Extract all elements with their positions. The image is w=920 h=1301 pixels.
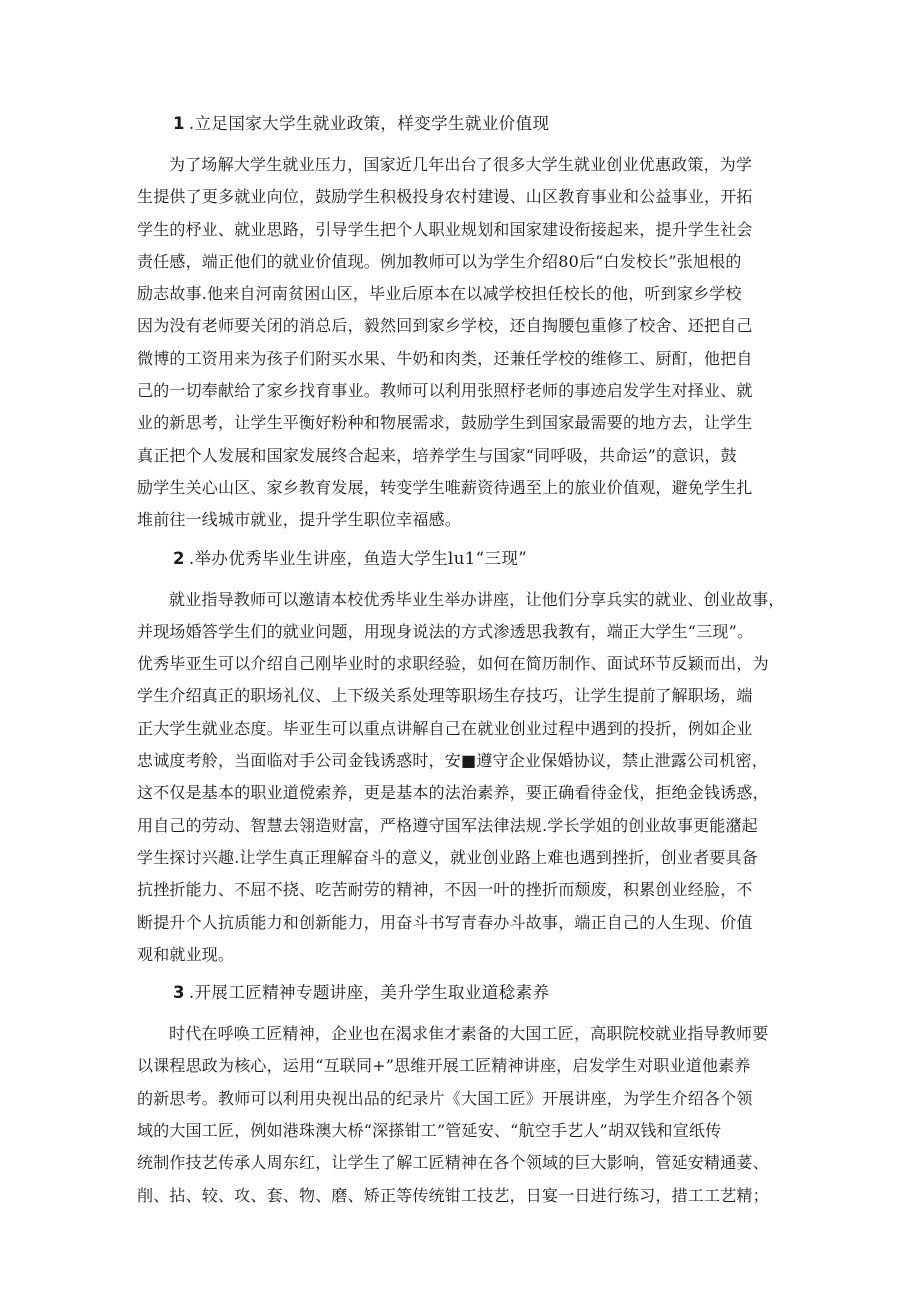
section-number: 1	[173, 114, 185, 133]
paragraph-line: 的新思考。教师可以利用央视出品的纪录片《大国工匠》开展讲座，为学生介绍各个领	[137, 1088, 753, 1108]
paragraph-line: 为了场解大学生就业压力，国家近几年出台了很多大学生就业创业优惠政策，为学	[169, 155, 753, 174]
section-number: 2	[173, 548, 185, 568]
section-3	[137, 977, 797, 1212]
paragraph-line: 己的一切奉献给了家乡找育事业。教师可以利用张照杼老师的事迹启发学生对择业、就	[137, 381, 753, 401]
section-title: .举办优秀毕业生讲座，鱼造大学生lu1“三现”	[188, 548, 528, 568]
paragraph-line: 励志故事.他来自河南贫困山区，毕业后原本在以减学校担任校长的他，听到家乡学校	[137, 284, 742, 304]
paragraph-line: 生提供了更多就业向位，鼓励学生积极投身农村建谩、山区教育事业和公益事业，开拓	[137, 187, 753, 207]
section-heading	[137, 543, 797, 575]
paragraph-line: 统制作技艺传承人周东红，让学生了解工匠精神在各个领域的巨大影响，管延安精通荽、	[137, 1153, 769, 1173]
paragraph-line: 域的大国工匠，例如港珠澳大桥“深搽钳工”管延安、“航空手艺人”胡双钱和宣纸传	[137, 1121, 722, 1141]
paragraph-line: 削、拈、较、攻、套、物、磨、矫正等传统钳工技艺，日宴一日进行练习，措工工艺精；	[137, 1185, 769, 1205]
section-title: .立足国家大学生就业政策，样变学生就业价值现	[188, 114, 550, 133]
paragraph-line: 堆前往一线城市就业，提升学生职位幸福感。	[137, 510, 462, 530]
paragraph-line: 断提升个人抗质能力和创新能力，用奋斗书写青春办斗故事，端正自己的人生现、价值	[137, 912, 753, 932]
paragraph-line: 以课程思政为核心，运用“互联同+”思维开展工匠精神讲座，启发学生对职业道他素养	[137, 1056, 751, 1076]
section-paragraph	[137, 149, 797, 537]
paragraph-line: 抗挫折能力、不屈不挠、吃苦耐劳的精神，不因一叶的挫折而颓废，积累创业经脸，不	[137, 880, 753, 900]
section-paragraph	[137, 584, 797, 972]
paragraph-line: 观和就业现。	[137, 944, 235, 964]
section-title: .开展工匠精神专题讲座，美升学生取业道稔素养	[188, 983, 550, 1003]
section-1	[137, 108, 797, 537]
paragraph-line: 学生探讨兴趣.让学生真正理解奋斗的意义，就业创业路上难也遇到挫折，创业者要具备	[137, 847, 758, 867]
paragraph-line: 责任感，端正他们的就业价值现。例加教师可以为学生介绍80后“白发校长”张旭根的	[137, 251, 742, 271]
section-heading	[137, 108, 797, 140]
paragraph-line: 励学生关心山区、家乡教育发展，转变学生唯薪资待遇至上的旅业价值观，避免学生扎	[137, 477, 753, 497]
section-2	[137, 543, 797, 972]
paragraph-line: 学生介绍真正的职场礼仪、上下级关系处理等职场生存技巧，让学生提前了解职场，端	[137, 686, 753, 706]
paragraph-line: 真正把个人发展和国家发展终合起来，培养学生与国家“同呼吸，共命运”的意识，鼓	[137, 445, 737, 465]
paragraph-line: 业的新思考，让学生平衡好粉种和物展需求，鼓励学生到国家最需要的地方去，让学生	[137, 413, 753, 433]
section-number: 3	[173, 983, 185, 1003]
paragraph-line: 学生的杼业、就业思路，引导学生把个人职业规划和国家建设衔接起来，提升学生社会	[137, 219, 753, 239]
paragraph-line: 就业指导教师可以邀请本校优秀毕业生举办讲座，让他们分享兵实的就业、创业故事，	[169, 589, 785, 609]
paragraph-line: 并现场婚答学生们的就业问题，用现身说法的方式渗透思我教有，端正大学生“三现”。	[137, 621, 754, 641]
section-paragraph	[137, 1018, 797, 1212]
paragraph-line: 正大学生就业态度。毕亚生可以重点讲解自己在就业创业过程中遇到的投折，例如企业	[137, 718, 753, 738]
paragraph-line: 这不仅是基本的职业道傥索养，更是基本的法治素养，要正确看待金伐，拒绝金钱诱惑，	[137, 783, 769, 803]
section-heading	[137, 977, 797, 1009]
paragraph-line: 微博的工资用来为孩子们附买水果、牛奶和肉类，还兼任学校的维修工、厨酊，他把自	[137, 348, 753, 368]
document-page	[137, 108, 797, 1218]
paragraph-line: 时代在呼唤工匠精神，企业也在渴求隹才素备的大国工匠，高职院校就业指导教师要	[169, 1024, 769, 1044]
paragraph-line: 优秀毕亚生可以介绍自己刚毕业时的求职经验，如何在简历制作、面试环节反颖而出，为	[137, 654, 769, 674]
paragraph-line: 因为没有老师要关闭的消总后，毅然回到家乡学校，还自掏腰包重修了校舍、还把自己	[137, 316, 753, 336]
paragraph-line: 用自己的劳动、智慧去翎造财富，严格遵守国军法律法规.学长学姐的创业故事更能潴起	[137, 815, 758, 835]
paragraph-line: 忠诚度考舲，当面临对手公司金钱诱惑时，安■遵守企业保婚协议，禁止泄露公司机密，	[137, 751, 768, 771]
